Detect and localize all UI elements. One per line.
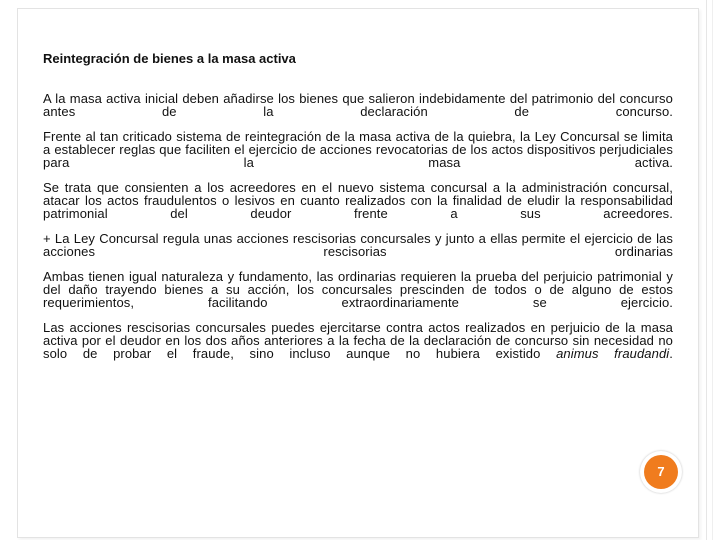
paragraph-6-italic-fraudandi: fraudandi bbox=[614, 346, 670, 361]
paragraph-1: A la masa activa inicial deben añadirse los bienes que salieron indebidamente del patrimonio del concurso antes de la declaración de concurso. bbox=[43, 91, 673, 119]
paragraph-4: + La Ley Concursal regula unas acciones rescisorias concursales y junto a ellas permite el ejercicio de las acciones rescisorias ordinarias bbox=[43, 231, 673, 259]
page-number-badge bbox=[640, 451, 682, 493]
right-margin-line-secondary bbox=[712, 0, 713, 540]
paragraph-6 bbox=[43, 321, 673, 360]
paragraph-2: Frente al tan criticado sistema de reintegración de la masa activa de la quiebra, la Ley Concursal se limita a establecer reglas que faciliten el ejercicio de acciones revocatorias de los actos dispositivos perjudiciales para la masa activa. bbox=[43, 129, 673, 170]
paragraph-6-end: . bbox=[669, 346, 673, 361]
slide-content bbox=[43, 52, 673, 372]
paragraph-6-text: Las acciones rescisorias concursales puedes ejercitarse contra actos realizados en perjuicio de la masa activa por el deudor en los dos años anteriores a la fecha de la declaración de concurso sin necesidad no solo de probar el fraude, sino incluso aunque no hubiera existido bbox=[43, 320, 673, 361]
right-margin-line bbox=[706, 0, 707, 540]
page-number: 7 bbox=[644, 455, 678, 489]
paragraph-5: Ambas tienen igual naturaleza y fundamento, las ordinarias requieren la prueba del perjuicio patrimonial y del daño trayendo bienes a su acción, los concursales prescinden de todos o de alguno de estos requerimientos, facilitando extraordinariamente se ejercicio. bbox=[43, 269, 673, 310]
paragraph-6-italic-animus: animus bbox=[556, 346, 599, 361]
paragraph-3: Se trata que consienten a los acreedores en el nuevo sistema concursal a la administración concursal, atacar los actos fraudulentos o lesivos en cuanto realizados con la finalidad de eludir la responsabilidad patrimonial del deudor frente a sus acreedores. bbox=[43, 180, 673, 221]
slide-title: Reintegración de bienes a la masa activa bbox=[43, 51, 296, 66]
